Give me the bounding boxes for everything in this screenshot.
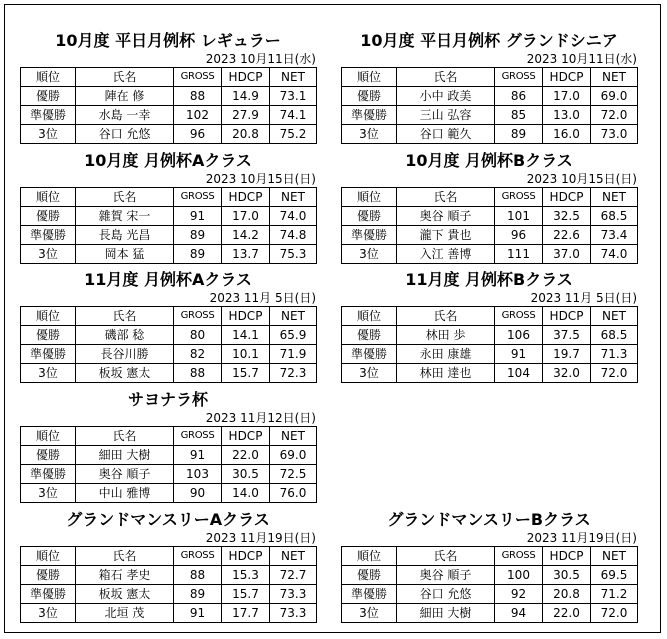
table-row xyxy=(342,364,638,383)
table-header-row xyxy=(21,547,317,566)
table-header-row xyxy=(21,307,317,326)
cell-gross: 86 xyxy=(495,87,543,106)
cell-hdcp: 32.0 xyxy=(543,364,591,383)
table-row xyxy=(21,87,317,106)
header-rank: 順位 xyxy=(21,547,76,566)
cell-gross: 94 xyxy=(495,604,543,623)
cell-hdcp: 32.5 xyxy=(543,207,591,226)
cell-name: 磯部 稔 xyxy=(76,326,174,345)
block-title: 11月度 月例杯Aクラス xyxy=(84,270,252,289)
cell-name: 細田 大樹 xyxy=(397,604,495,623)
table-row xyxy=(342,245,638,264)
block-title: 11月度 月例杯Bクラス xyxy=(405,270,573,289)
cell-hdcp: 22.0 xyxy=(222,446,270,465)
block-title: 10月度 月例杯Aクラス xyxy=(84,151,252,170)
cell-name: 谷口 允悠 xyxy=(76,125,174,144)
cell-hdcp: 37.5 xyxy=(543,326,591,345)
table-row xyxy=(21,604,317,623)
cell-gross: 91 xyxy=(495,345,543,364)
cell-hdcp: 14.1 xyxy=(222,326,270,345)
cell-net: 72.0 xyxy=(591,106,638,125)
cell-name: 入江 善博 xyxy=(397,245,495,264)
cell-rank: 優勝 xyxy=(21,207,76,226)
results-table xyxy=(341,67,638,144)
table-row xyxy=(342,326,638,345)
cell-name: 奥谷 順子 xyxy=(397,566,495,585)
cell-rank: 3位 xyxy=(21,125,76,144)
cell-name: 雜賀 宋一 xyxy=(76,207,174,226)
header-net: NET xyxy=(591,68,638,87)
cell-net: 73.1 xyxy=(270,87,317,106)
cell-hdcp: 15.7 xyxy=(222,364,270,383)
cell-gross: 102 xyxy=(174,106,222,125)
header-name: 氏名 xyxy=(76,547,174,566)
cell-rank: 優勝 xyxy=(21,446,76,465)
header-rank: 順位 xyxy=(21,307,76,326)
cell-name: 細田 大樹 xyxy=(76,446,174,465)
cell-net: 74.8 xyxy=(270,226,317,245)
cell-hdcp: 16.0 xyxy=(543,125,591,144)
results-table xyxy=(20,187,317,264)
cell-gross: 91 xyxy=(174,604,222,623)
results-table xyxy=(20,67,317,144)
table-row xyxy=(21,207,317,226)
header-gross: GROSS xyxy=(495,307,543,326)
block-date: 2023 10月15日(日) xyxy=(205,172,316,186)
cell-net: 73.0 xyxy=(591,125,638,144)
block-date: 2023 10月15日(日) xyxy=(526,172,637,186)
table-row xyxy=(21,585,317,604)
cell-hdcp: 17.7 xyxy=(222,604,270,623)
table-header-row xyxy=(21,427,317,446)
cell-net: 69.0 xyxy=(270,446,317,465)
block-date: 2023 10月11日(水) xyxy=(205,52,316,66)
cell-rank: 準優勝 xyxy=(21,345,76,364)
cell-name: 奥谷 順子 xyxy=(397,207,495,226)
header-hdcp: HDCP xyxy=(543,68,591,87)
header-hdcp: HDCP xyxy=(222,68,270,87)
header-gross: GROSS xyxy=(174,307,222,326)
cell-rank: 優勝 xyxy=(342,566,397,585)
cell-name: 永田 康雄 xyxy=(397,345,495,364)
block-title: 10月度 平日月例杯 グランドシニア xyxy=(360,31,618,50)
cell-hdcp: 14.9 xyxy=(222,87,270,106)
cell-hdcp: 37.0 xyxy=(543,245,591,264)
cell-gross: 91 xyxy=(174,446,222,465)
cell-gross: 96 xyxy=(495,226,543,245)
table-row xyxy=(21,364,317,383)
cell-hdcp: 17.0 xyxy=(543,87,591,106)
cell-rank: 3位 xyxy=(21,604,76,623)
cell-net: 72.0 xyxy=(591,364,638,383)
cell-rank: 3位 xyxy=(342,604,397,623)
cell-gross: 88 xyxy=(174,87,222,106)
table-row xyxy=(21,465,317,484)
cell-gross: 88 xyxy=(174,566,222,585)
cell-net: 71.3 xyxy=(591,345,638,364)
cell-net: 74.0 xyxy=(270,207,317,226)
header-name: 氏名 xyxy=(397,307,495,326)
table-row xyxy=(342,125,638,144)
cell-hdcp: 20.8 xyxy=(222,125,270,144)
cell-hdcp: 27.9 xyxy=(222,106,270,125)
results-table xyxy=(341,187,638,264)
cell-gross: 88 xyxy=(174,364,222,383)
cell-hdcp: 14.0 xyxy=(222,484,270,503)
cell-gross: 80 xyxy=(174,326,222,345)
cell-name: 林田 歩 xyxy=(397,326,495,345)
block-title: サヨナラ杯 xyxy=(127,390,208,409)
cell-gross: 92 xyxy=(495,585,543,604)
header-hdcp: HDCP xyxy=(543,547,591,566)
cell-name: 小中 政美 xyxy=(397,87,495,106)
header-rank: 順位 xyxy=(342,68,397,87)
block-title: 10月度 月例杯Bクラス xyxy=(405,151,573,170)
cell-net: 73.3 xyxy=(270,585,317,604)
cell-rank: 3位 xyxy=(342,245,397,264)
cell-net: 76.0 xyxy=(270,484,317,503)
header-net: NET xyxy=(270,68,317,87)
cell-net: 72.7 xyxy=(270,566,317,585)
cell-gross: 106 xyxy=(495,326,543,345)
cell-rank: 優勝 xyxy=(342,207,397,226)
cell-net: 68.5 xyxy=(591,326,638,345)
cell-hdcp: 30.5 xyxy=(222,465,270,484)
cell-rank: 優勝 xyxy=(342,87,397,106)
cell-name: 谷口 範久 xyxy=(397,125,495,144)
header-net: NET xyxy=(591,307,638,326)
cell-rank: 3位 xyxy=(342,125,397,144)
cell-gross: 100 xyxy=(495,566,543,585)
table-row xyxy=(21,446,317,465)
cell-hdcp: 19.7 xyxy=(543,345,591,364)
header-hdcp: HDCP xyxy=(222,188,270,207)
header-rank: 順位 xyxy=(21,188,76,207)
header-net: NET xyxy=(270,427,317,446)
table-header-row xyxy=(342,188,638,207)
header-rank: 順位 xyxy=(21,68,76,87)
header-rank: 順位 xyxy=(342,307,397,326)
cell-hdcp: 14.2 xyxy=(222,226,270,245)
cell-net: 71.9 xyxy=(270,345,317,364)
header-hdcp: HDCP xyxy=(222,307,270,326)
cell-gross: 104 xyxy=(495,364,543,383)
table-header-row xyxy=(342,547,638,566)
header-gross: GROSS xyxy=(174,68,222,87)
cell-hdcp: 15.3 xyxy=(222,566,270,585)
cell-rank: 準優勝 xyxy=(342,345,397,364)
cell-net: 73.3 xyxy=(270,604,317,623)
cell-net: 73.4 xyxy=(591,226,638,245)
cell-name: 箱石 孝史 xyxy=(76,566,174,585)
cell-gross: 111 xyxy=(495,245,543,264)
cell-name: 岡本 猛 xyxy=(76,245,174,264)
cell-gross: 85 xyxy=(495,106,543,125)
header-hdcp: HDCP xyxy=(543,307,591,326)
cell-hdcp: 22.6 xyxy=(543,226,591,245)
block-date: 2023 10月11日(水) xyxy=(526,52,637,66)
header-hdcp: HDCP xyxy=(222,547,270,566)
cell-gross: 89 xyxy=(174,585,222,604)
table-row xyxy=(342,106,638,125)
table-row xyxy=(342,87,638,106)
block-title: グランドマンスリーBクラス xyxy=(387,510,591,529)
header-net: NET xyxy=(270,307,317,326)
block-title: グランドマンスリーAクラス xyxy=(66,510,270,529)
table-row xyxy=(21,226,317,245)
cell-rank: 3位 xyxy=(21,484,76,503)
cell-rank: 3位 xyxy=(21,364,76,383)
header-rank: 順位 xyxy=(21,427,76,446)
cell-hdcp: 15.7 xyxy=(222,585,270,604)
results-table xyxy=(20,306,317,383)
table-row xyxy=(21,345,317,364)
cell-name: 長谷川勝 xyxy=(76,345,174,364)
table-row xyxy=(21,106,317,125)
cell-rank: 準優勝 xyxy=(21,106,76,125)
block-title: 10月度 平日月例杯 レギュラー xyxy=(55,31,281,50)
table-row xyxy=(342,566,638,585)
cell-net: 69.0 xyxy=(591,87,638,106)
cell-rank: 準優勝 xyxy=(342,106,397,125)
cell-gross: 96 xyxy=(174,125,222,144)
results-table xyxy=(20,426,317,503)
cell-name: 板坂 憲太 xyxy=(76,364,174,383)
cell-name: 陣在 修 xyxy=(76,87,174,106)
cell-name: 三山 弘容 xyxy=(397,106,495,125)
cell-rank: 準優勝 xyxy=(342,585,397,604)
cell-rank: 準優勝 xyxy=(342,226,397,245)
cell-hdcp: 17.0 xyxy=(222,207,270,226)
cell-net: 71.2 xyxy=(591,585,638,604)
header-net: NET xyxy=(270,188,317,207)
results-table xyxy=(341,546,638,623)
cell-net: 75.2 xyxy=(270,125,317,144)
table-row xyxy=(21,566,317,585)
block-date: 2023 11月12日(日) xyxy=(205,411,316,425)
header-gross: GROSS xyxy=(495,188,543,207)
table-row xyxy=(342,604,638,623)
table-row xyxy=(21,245,317,264)
header-gross: GROSS xyxy=(174,188,222,207)
table-row xyxy=(342,207,638,226)
cell-rank: 優勝 xyxy=(21,566,76,585)
results-table xyxy=(20,546,317,623)
cell-rank: 準優勝 xyxy=(21,585,76,604)
cell-name: 林田 達也 xyxy=(397,364,495,383)
cell-hdcp: 30.5 xyxy=(543,566,591,585)
cell-rank: 3位 xyxy=(21,245,76,264)
cell-hdcp: 13.0 xyxy=(543,106,591,125)
header-name: 氏名 xyxy=(76,307,174,326)
cell-name: 瀧下 貴也 xyxy=(397,226,495,245)
cell-hdcp: 10.1 xyxy=(222,345,270,364)
header-gross: GROSS xyxy=(495,68,543,87)
cell-net: 74.0 xyxy=(591,245,638,264)
header-name: 氏名 xyxy=(397,188,495,207)
block-date: 2023 11月 5日(日) xyxy=(530,291,637,305)
table-row xyxy=(21,125,317,144)
cell-gross: 101 xyxy=(495,207,543,226)
cell-hdcp: 22.0 xyxy=(543,604,591,623)
header-name: 氏名 xyxy=(397,68,495,87)
table-row xyxy=(21,484,317,503)
table-header-row xyxy=(21,188,317,207)
header-net: NET xyxy=(591,547,638,566)
cell-net: 72.0 xyxy=(591,604,638,623)
table-header-row xyxy=(342,68,638,87)
block-date: 2023 11月19日(日) xyxy=(205,531,316,545)
cell-rank: 優勝 xyxy=(342,326,397,345)
block-date: 2023 11月 5日(日) xyxy=(209,291,316,305)
cell-rank: 準優勝 xyxy=(21,226,76,245)
table-header-row xyxy=(342,307,638,326)
cell-net: 72.5 xyxy=(270,465,317,484)
cell-name: 北垣 茂 xyxy=(76,604,174,623)
cell-gross: 91 xyxy=(174,207,222,226)
table-row xyxy=(342,226,638,245)
cell-name: 板坂 憲太 xyxy=(76,585,174,604)
header-name: 氏名 xyxy=(76,188,174,207)
cell-gross: 89 xyxy=(174,226,222,245)
cell-hdcp: 13.7 xyxy=(222,245,270,264)
header-net: NET xyxy=(591,188,638,207)
header-net: NET xyxy=(270,547,317,566)
header-hdcp: HDCP xyxy=(543,188,591,207)
header-name: 氏名 xyxy=(397,547,495,566)
cell-net: 75.3 xyxy=(270,245,317,264)
block-date: 2023 11月19日(日) xyxy=(526,531,637,545)
cell-net: 68.5 xyxy=(591,207,638,226)
cell-rank: 準優勝 xyxy=(21,465,76,484)
cell-gross: 103 xyxy=(174,465,222,484)
cell-name: 長島 光昌 xyxy=(76,226,174,245)
header-gross: GROSS xyxy=(174,427,222,446)
cell-net: 72.3 xyxy=(270,364,317,383)
header-rank: 順位 xyxy=(342,547,397,566)
table-row xyxy=(342,345,638,364)
table-row xyxy=(342,585,638,604)
cell-rank: 優勝 xyxy=(21,326,76,345)
header-hdcp: HDCP xyxy=(222,427,270,446)
cell-net: 65.9 xyxy=(270,326,317,345)
cell-name: 水島 一幸 xyxy=(76,106,174,125)
cell-gross: 90 xyxy=(174,484,222,503)
header-name: 氏名 xyxy=(76,427,174,446)
header-name: 氏名 xyxy=(76,68,174,87)
cell-name: 谷口 允悠 xyxy=(397,585,495,604)
cell-rank: 優勝 xyxy=(21,87,76,106)
cell-net: 74.1 xyxy=(270,106,317,125)
cell-name: 中山 雅博 xyxy=(76,484,174,503)
header-rank: 順位 xyxy=(342,188,397,207)
cell-hdcp: 20.8 xyxy=(543,585,591,604)
cell-gross: 89 xyxy=(174,245,222,264)
cell-name: 奥谷 順子 xyxy=(76,465,174,484)
cell-gross: 82 xyxy=(174,345,222,364)
results-table xyxy=(341,306,638,383)
table-row xyxy=(21,326,317,345)
table-header-row xyxy=(21,68,317,87)
cell-gross: 89 xyxy=(495,125,543,144)
header-gross: GROSS xyxy=(495,547,543,566)
cell-rank: 3位 xyxy=(342,364,397,383)
header-gross: GROSS xyxy=(174,547,222,566)
cell-net: 69.5 xyxy=(591,566,638,585)
